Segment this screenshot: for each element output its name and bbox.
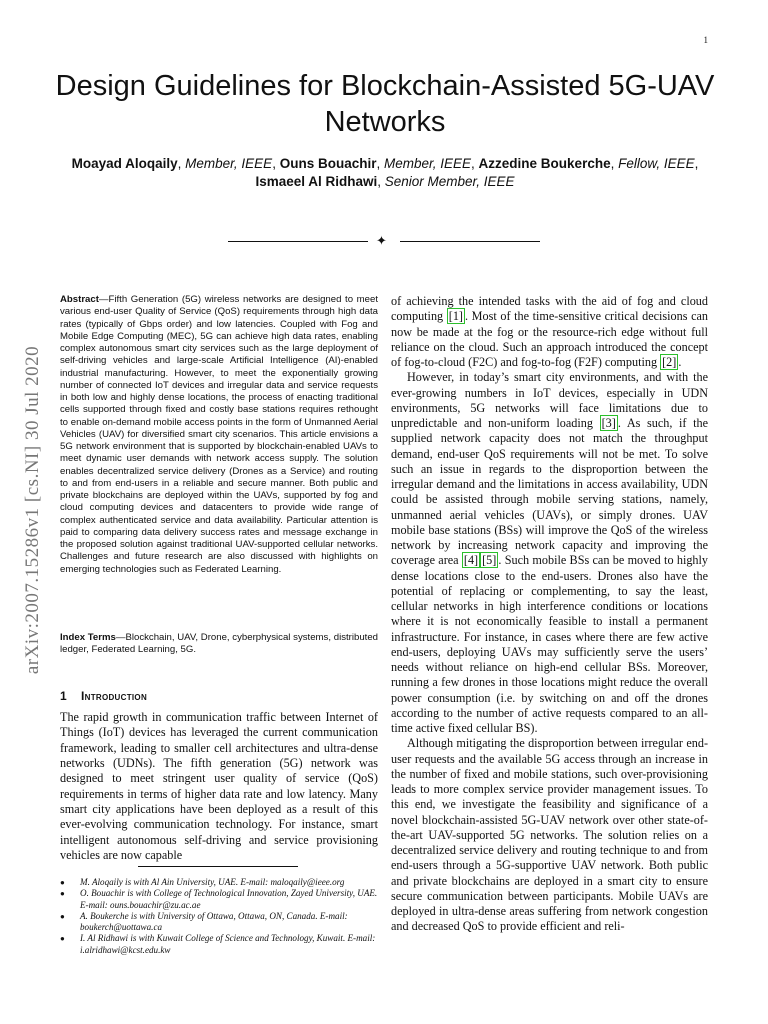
separator-diamond-icon: ✦ (376, 233, 387, 248)
footnote-rule (138, 866, 298, 867)
footnote-item: ● M. Aloqaily is with Al Ain University, UAE. E-mail: maloqaily@ieee.org (60, 877, 345, 887)
arxiv-stamp (18, 290, 48, 730)
index-terms-label: Index Terms (60, 632, 116, 643)
intro-paragraph: The rapid growth in communication traffic between Internet of Things (IoT) devices has leveraged the current communication framework, leading to smaller cell architectures and ultra-dense networks (UDNs). The fifth generation (5G) network was designed to meet stringent user quality of service (QoS) requirements in terms of higher data rate and low latency. Many smart city applications have been deployed as a result of this ever-evolving communication technology. For instance, smart intelligent autonomous self-driving and service provisioning vehicles are now capable (60, 710, 378, 863)
abstract-text: —Fifth Generation (5G) wireless networks are designed to meet various end-user Quality of Service (QoS) requirements through high data rates (typically of Gbps order) and low latencies. Coupled with Fog and Mobile Edge Computing (MEC), 5G can achieve high data rates, enabling complex autonomous smart city services such as the large deployment of self-driving vehicles and large-scale Artificial Intelligence (AI)-enabled industrial manufacturing. However, to meet the exponentially growing number of connected IoT devices and irregular data and service requests in both low and highly dense locations, the process of enacting traditional cells supported through fixed and costly base stations requires rethought to enable on-demand mobile access points in the form of Unmanned Aerial Vehicles (UAV) for diversified smart city scenarios. This article envisions a 5G network environment that is supported by blockchain-enabled UAVs to meet dynamic user demands with network access supply. The solution enables decentralized service delivery (Drones as a Service) and routing to and from end-users in a reliable and secure manner. Both public and private blockchains are deployed within the UAVs, supported by fog and cloud computing devices and datacenters to provide wide range of complex authenticated service and data availability. Particular attention is paid to comparing data delivery success rates and message exchange in the proposed solution against traditional UAV-supported cellular networks. Challenges and future research are also discussed with highlights on emerging technologies such as Federated Learning. (60, 294, 378, 575)
author-1: Moayad Aloqaily, Member, IEEE (71, 156, 273, 171)
abstract-label: Abstract (60, 294, 99, 305)
author-3: Azzedine Boukerche, Fellow, IEEE (478, 156, 695, 171)
section-heading (60, 689, 147, 703)
footnotes (60, 877, 378, 956)
citation-link[interactable]: [5] (482, 553, 497, 568)
separator-line-right (400, 241, 540, 242)
citation-link[interactable]: [3] (601, 416, 616, 430)
right-column (391, 294, 708, 935)
citation-link[interactable]: [2] (662, 355, 677, 369)
page-number: 1 (703, 35, 708, 45)
bullet-icon: ● (60, 911, 65, 921)
footnote-item: ● A. Boukerche is with University of Ottawa, Ottawa, ON, Canada. E-mail: boukerch@uottawa.ca (60, 910, 348, 933)
abstract (60, 294, 378, 576)
footnote-item: ● O. Bouachir is with College of Technological Innovation, Zayed University, UAE. E-mail: ouns.bouachir@zu.ac.ae (60, 888, 378, 910)
author-4: Ismaeel Al Ridhawi, Senior Member, IEEE (255, 174, 515, 189)
index-terms (60, 632, 378, 657)
citation-link[interactable]: [1] (448, 309, 463, 324)
arxiv-stamp-text: arXiv:2007.15286v1 [cs.NI] 30 Jul 2020 (22, 345, 43, 675)
citation-link[interactable]: [4] (463, 553, 479, 568)
section-number: 1 (60, 689, 67, 703)
right-paragraph-2: However, in today’s smart city environments, and with the ever-growing numbers in IoT devices, especially in UDN environments, 5G networks will face limitations due to unpredictable and non-uniform loading [3] . As such, if the supplied network capacity does not match the throughput demand, end-user QoS requirements will not be met. To solve such an issue in regards to the disproportion between the irregular demand and the limitations in access availability, UDN could be assisted through mobile serving stations, namely, unmanned aerial vehicles (UAVs), or simply drones. UAV mobile base stations (BSs) will improve the QoS of the wireless network by increasing network capacity and improving the coverage area [4] [5] . Such mobile BSs can be moved to highly dense locations close to the end-users. Drones also have the potential of replacing or complementing, to say the least, cellular networks in high interference conditions or locations where it is not economically feasible to install a permanent infrastructure. For instance, in cases where there are few active end-users, deploying UAVs may sufficiently serve the users’ needs without reliance on high-end cellular BSs. Moreover, running a few drones in those locations might reduce the overall power consumption (i.e. by switching on and off the drones according to the number of active requests compared to an all-time active fixed cellular BS). (391, 370, 709, 735)
bullet-icon: ● (60, 934, 65, 944)
footnote-item: ● I. Al Ridhawi is with Kuwait College of Science and Technology, Kuwait. E-mail: i.alridhawi@kcst.edu.kw (60, 933, 376, 955)
separator-line-left (228, 241, 368, 242)
right-paragraph-1: of achieving the intended tasks with the aid of fog and cloud computing [1] . Most of the time-sensitive critical decisions can now be made at the fog or the resource-rich edge without full reliance on the cloud. Such an approach introduced the concept of fog-to-cloud (F2C) and fog-to-fog (F2F) computing [2] . (391, 294, 708, 369)
right-paragraph-3: Although mitigating the disproportion between irregular end-user requests and the available 5G access through an increase in the number of fixed and mobile stations, such over-provisioning leads to more complex service provider management issues. To this end, we investigate the feasibility and significance of a novel blockchain-assisted 5G-UAV network over other state-of-the-art UAV-supported 5G networks. The solution relies on a decentralized service delivery and routing technique to and from end-users through a 5G-supportive UAV network. Both public and private blockchains are deployed in a smart city to ensure secure communication between participants. Mobile UAVs are deployed in ultra-dense areas suffering from network congestion and decreased QoS to provide efficient and reli- (391, 736, 708, 934)
section-title: Introduction (80, 689, 148, 703)
paper-title: Design Guidelines for Blockchain-Assisted 5G-UAV Networks (55, 70, 715, 138)
author-2: Ouns Bouachir, Member, IEEE (279, 156, 472, 171)
bullet-icon: ● (60, 889, 65, 899)
bullet-icon: ● (60, 878, 65, 887)
author-list: Moayad Aloqaily, Member, IEEE, Ouns Bouachir, Member, IEEE, Azzedine Boukerche, Fellow, IEEE, Ismaeel Al Ridhawi, Senior Member, IEEE (71, 156, 699, 189)
index-terms-text: —Blockchain, UAV, Drone, cyberphysical systems, distributed ledger, Federated Learning, 5G. (60, 632, 378, 656)
